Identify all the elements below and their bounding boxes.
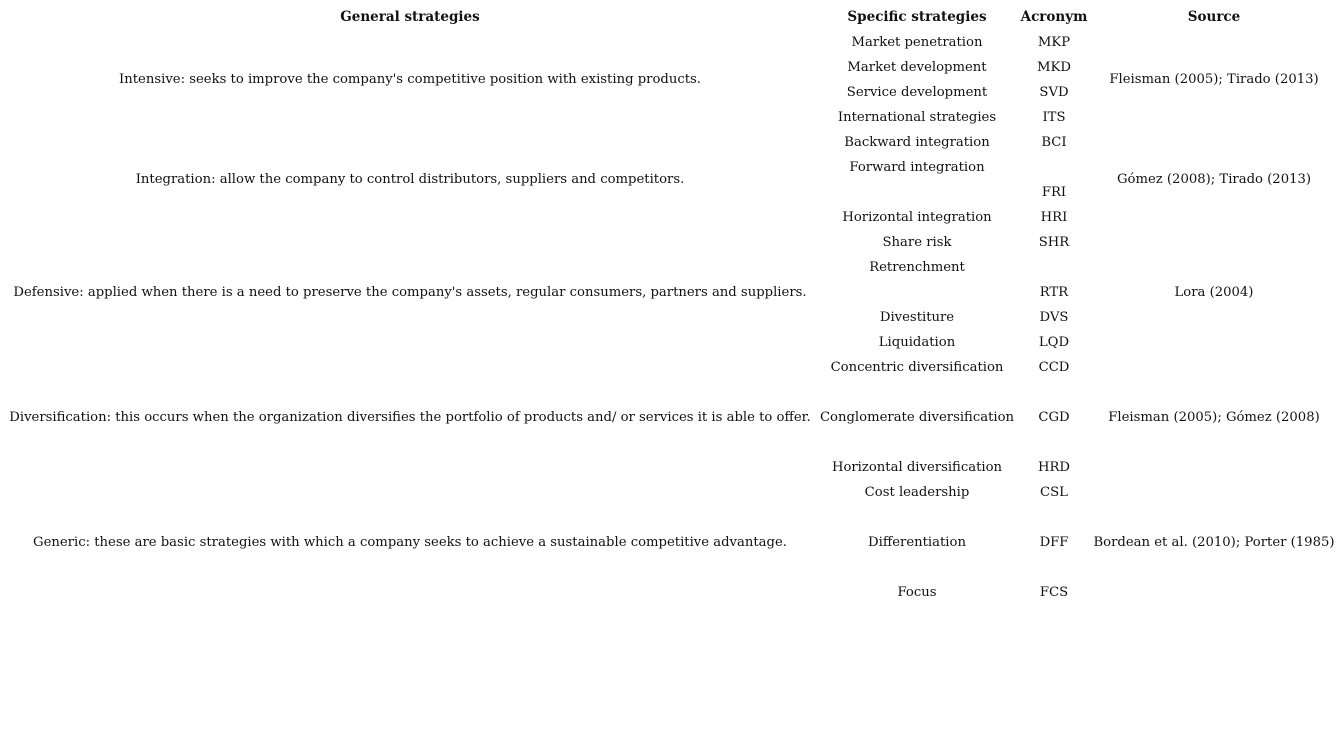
acronym: SHR [1038, 235, 1070, 250]
source-integration: Gómez (2008); Tirado (2013) [1116, 172, 1312, 187]
general-strategy-integration: Integration: allow the company to control distributors, suppliers and competitors. [135, 172, 685, 187]
acronym: LQD [1038, 335, 1070, 350]
acronym: DFF [1039, 535, 1069, 550]
acronym: CGD [1038, 410, 1070, 425]
header-source: Source [1187, 9, 1241, 25]
specific-strategy: Horizontal diversification [831, 460, 1003, 475]
source-diversification: Fleisman (2005); Gómez (2008) [1108, 410, 1320, 425]
acronym: HRD [1037, 460, 1071, 475]
specific-strategy: International strategies [837, 110, 997, 125]
acronym: MKP [1037, 35, 1071, 50]
specific-strategy: Share risk [882, 235, 952, 250]
acronym: CSL [1040, 485, 1068, 500]
header-acronym: Acronym [1020, 9, 1088, 25]
source-intensive: Fleisman (2005); Tirado (2013) [1109, 72, 1319, 87]
specific-strategy: Differentiation [868, 535, 966, 550]
acronym: HRI [1040, 210, 1068, 225]
specific-strategy: Horizontal integration [842, 210, 992, 225]
acronym: BCI [1041, 135, 1067, 150]
specific-strategy: Service development [846, 85, 988, 100]
header-specific-strategies: Specific strategies [847, 9, 987, 25]
general-strategy-diversification: Diversification: this occurs when the organization diversifies the portfolio of products and/ or services it is able to offer. [9, 410, 811, 425]
specific-strategy: Conglomerate diversification [819, 410, 1015, 425]
header-general-strategies: General strategies [340, 9, 480, 25]
specific-strategy: Divestiture [879, 310, 955, 325]
specific-strategy: Liquidation [878, 335, 956, 350]
specific-strategy: Retrenchment [869, 260, 965, 275]
specific-strategy: Focus [897, 585, 937, 600]
general-strategy-defensive: Defensive: applied when there is a need to preserve the company's assets, regular consumers, partners and suppliers. [13, 285, 807, 300]
specific-strategy: Cost leadership [864, 485, 970, 500]
general-strategy-intensive: Intensive: seeks to improve the company's competitive position with existing products. [119, 72, 701, 87]
specific-strategy: Market penetration [851, 35, 983, 50]
acronym: RTR [1039, 285, 1069, 300]
acronym: DVS [1039, 310, 1069, 325]
specific-strategy: Market development [847, 60, 987, 75]
acronym: FCS [1039, 585, 1069, 600]
acronym: FRI [1041, 185, 1067, 200]
general-strategy-generic: Generic: these are basic strategies with which a company seeks to achieve a sustainable competitive advantage. [33, 535, 787, 550]
acronym: ITS [1042, 110, 1066, 125]
acronym: SVD [1039, 85, 1069, 100]
acronym: MKD [1037, 60, 1071, 75]
specific-strategy: Concentric diversification [830, 360, 1004, 375]
source-defensive: Lora (2004) [1174, 285, 1254, 300]
specific-strategy: Backward integration [844, 135, 990, 150]
acronym: CCD [1038, 360, 1070, 375]
specific-strategy: Forward integration [849, 160, 985, 175]
source-generic: Bordean et al. (2010); Porter (1985) [1093, 535, 1335, 550]
